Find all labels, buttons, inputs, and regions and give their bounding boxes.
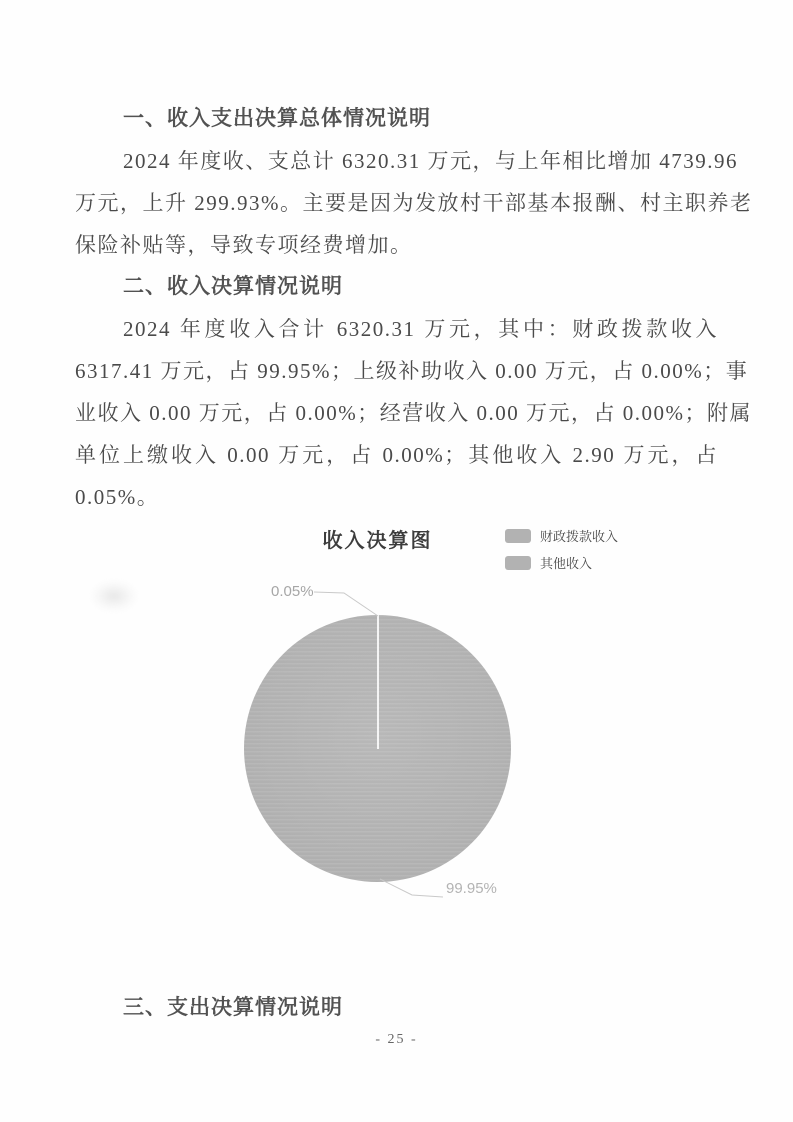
paragraph-line: 6317.41 万元，占 99.95%；上级补助收入 0.00 万元，占 0.00%；事 xyxy=(75,359,749,383)
page-body xyxy=(0,0,793,518)
legend-item xyxy=(505,526,618,545)
paragraph-line: 万元，上升 299.93%。主要是因为发放村干部基本报酬、村主职养老 xyxy=(75,191,753,215)
section-expense-statement xyxy=(75,987,718,1029)
paragraph-line: 0.05%。 xyxy=(75,485,160,509)
paragraph-line: 2024 年度收、支总计 6320.31 万元，与上年相比增加 4739.96 xyxy=(123,149,738,173)
pie-percent-label-fiscal: 99.95% xyxy=(446,880,497,897)
section-heading: 三、支出决算情况说明 xyxy=(123,996,343,1019)
legend-item-label: 其他收入 xyxy=(540,556,593,571)
section-income-expense-overview xyxy=(75,98,753,266)
section-heading: 二、收入决算情况说明 xyxy=(123,275,343,298)
pie-slice-other-income xyxy=(377,615,379,749)
paragraph-line: 单位上缴收入 0.00 万元，占 0.00%；其他收入 2.90 万元，占 xyxy=(75,443,718,467)
legend-swatch-icon xyxy=(505,556,531,570)
leader-line-small-slice xyxy=(314,592,378,616)
leader-line-large-slice xyxy=(380,879,443,897)
page-number: - 25 - xyxy=(375,1032,418,1047)
legend-item-label: 财政拨款收入 xyxy=(540,529,619,544)
chart-title: 收入决算图 xyxy=(322,530,433,552)
scan-artifact xyxy=(90,580,138,612)
chart-legend xyxy=(505,526,618,580)
section-paragraph xyxy=(75,140,753,266)
legend-item xyxy=(505,553,618,572)
paragraph-line: 保险补贴等，导致专项经费增加。 xyxy=(75,233,413,257)
paragraph-line: 2024 年度收入合计 6320.31 万元，其中：财政拨款收入 xyxy=(123,317,718,341)
paragraph-line: 业收入 0.00 万元，占 0.00%；经营收入 0.00 万元，占 0.00%；附属 xyxy=(75,401,752,425)
pie-percent-label-other: 0.05% xyxy=(271,583,314,600)
income-pie-chart xyxy=(0,518,793,987)
legend-swatch-icon xyxy=(505,529,531,543)
section-paragraph xyxy=(75,308,752,518)
section-heading: 一、收入支出决算总体情况说明 xyxy=(123,107,431,130)
page-body-bottom xyxy=(0,987,793,1029)
section-income-statement xyxy=(75,266,752,518)
